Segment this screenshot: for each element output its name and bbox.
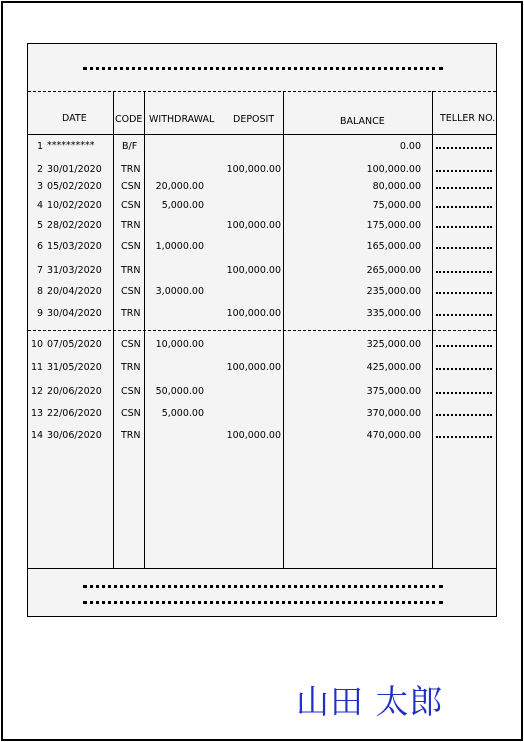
row-balance: 175,000.00 (366, 220, 421, 231)
row-withdrawal: 50,000.00 (155, 386, 204, 397)
row-code: TRN (121, 164, 141, 175)
row-withdrawal: 5,000.00 (161, 200, 204, 211)
teller-signature-line (436, 368, 492, 370)
row-number: 4 (37, 200, 44, 211)
row-date: 07/05/2020 (47, 339, 102, 350)
teller-signature-line (436, 206, 492, 208)
row-date: 28/02/2020 (47, 220, 102, 231)
row-number: 10 (31, 339, 44, 350)
row-deposit: 100,000.00 (226, 430, 281, 441)
row-code: TRN (121, 308, 141, 319)
row-date: 15/03/2020 (47, 241, 102, 252)
row-date: 30/06/2020 (47, 430, 102, 441)
column-header-teller: TELLER NO. (440, 113, 496, 124)
row-deposit: 100,000.00 (226, 164, 281, 175)
row-code: CSN (121, 286, 141, 297)
row-date: 10/02/2020 (47, 200, 102, 211)
column-header-balance: BALANCE (340, 116, 385, 127)
row-withdrawal: 1,0000.00 (155, 241, 204, 252)
row-deposit: 100,000.00 (226, 308, 281, 319)
column-header-withdrawal: WITHDRAWAL (149, 114, 215, 125)
row-code: TRN (121, 362, 141, 373)
column-divider (283, 91, 284, 568)
teller-signature-line (436, 414, 492, 416)
teller-signature-line (436, 170, 492, 172)
signature: 山田 太郎 (296, 682, 444, 721)
column-divider (144, 91, 145, 568)
row-number: 8 (37, 286, 44, 297)
row-code: TRN (121, 220, 141, 231)
footer-top-rule (28, 568, 496, 569)
row-balance: 235,000.00 (366, 286, 421, 297)
row-code: CSN (121, 181, 141, 192)
row-number: 2 (37, 164, 44, 175)
row-balance: 370,000.00 (366, 408, 421, 419)
row-code: CSN (121, 408, 141, 419)
row-date: 20/04/2020 (47, 286, 102, 297)
column-divider (113, 91, 114, 568)
teller-signature-line (436, 314, 492, 316)
column-header-date: DATE (62, 113, 87, 124)
row-date: 31/05/2020 (47, 362, 102, 373)
teller-signature-line (436, 187, 492, 189)
header-dotted-line (83, 67, 443, 70)
header-dashed-separator (28, 91, 496, 92)
row-date: 05/02/2020 (47, 181, 102, 192)
teller-signature-line (436, 392, 492, 394)
teller-signature-line (436, 271, 492, 273)
row-balance: 470,000.00 (366, 430, 421, 441)
row-withdrawal: 5,000.00 (161, 408, 204, 419)
row-number: 9 (37, 308, 44, 319)
row-code: B/F (122, 141, 138, 152)
row-deposit: 100,000.00 (226, 362, 281, 373)
teller-signature-line (436, 436, 492, 438)
row-number: 3 (37, 181, 44, 192)
row-balance: 425,000.00 (366, 362, 421, 373)
row-code: CSN (121, 200, 141, 211)
row-date: 22/06/2020 (47, 408, 102, 419)
row-number: 5 (37, 220, 44, 231)
row-balance: 0.00 (399, 141, 421, 152)
row-number: 12 (31, 386, 44, 397)
row-balance: 325,000.00 (366, 339, 421, 350)
row-number: 11 (31, 362, 44, 373)
row-balance: 265,000.00 (366, 265, 421, 276)
row-withdrawal: 20,000.00 (155, 181, 204, 192)
row-date: 20/06/2020 (47, 386, 102, 397)
row-withdrawal: 10,000.00 (155, 339, 204, 350)
row-deposit: 100,000.00 (226, 265, 281, 276)
row-balance: 335,000.00 (366, 308, 421, 319)
column-header-code: CODE (115, 114, 143, 125)
row-balance: 100,000.00 (366, 164, 421, 175)
row-withdrawal: 3,0000.00 (155, 286, 204, 297)
row-number: 6 (37, 241, 44, 252)
row-code: CSN (121, 386, 141, 397)
footer-dotted-line (83, 585, 443, 588)
row-balance: 165,000.00 (366, 241, 421, 252)
row-code: CSN (121, 339, 141, 350)
mid-dashed-separator (28, 330, 496, 331)
teller-signature-line (436, 226, 492, 228)
footer-dotted-line (83, 601, 443, 604)
teller-signature-line (436, 345, 492, 347)
passbook-page (27, 43, 497, 617)
row-balance: 375,000.00 (366, 386, 421, 397)
row-number: 14 (31, 430, 44, 441)
column-header-deposit: DEPOSIT (233, 114, 275, 125)
row-date: 30/01/2020 (47, 164, 102, 175)
teller-signature-line (436, 292, 492, 294)
row-number: 7 (37, 265, 44, 276)
teller-signature-line (436, 147, 492, 149)
teller-signature-line (436, 247, 492, 249)
row-date: 30/04/2020 (47, 308, 102, 319)
row-code: CSN (121, 241, 141, 252)
row-number: 13 (31, 408, 44, 419)
row-deposit: 100,000.00 (226, 220, 281, 231)
row-balance: 75,000.00 (372, 200, 421, 211)
row-date: 31/03/2020 (47, 265, 102, 276)
column-divider (432, 91, 433, 568)
row-date: ********** (47, 140, 95, 151)
row-number: 1 (37, 141, 44, 152)
row-code: TRN (121, 430, 141, 441)
row-balance: 80,000.00 (372, 181, 421, 192)
row-code: TRN (121, 265, 141, 276)
header-bottom-rule (28, 134, 496, 135)
